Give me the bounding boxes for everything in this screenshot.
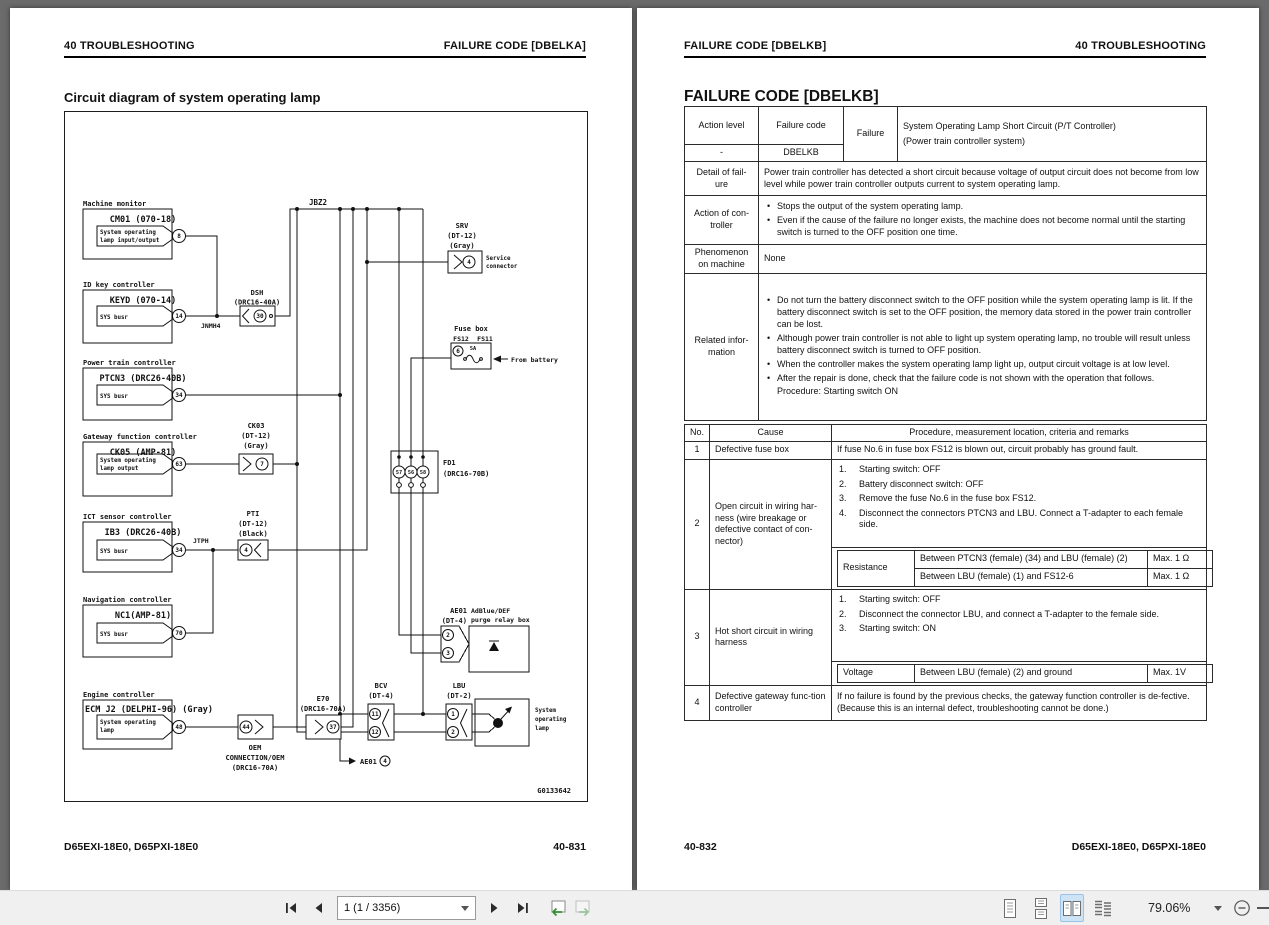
pin-number: 37 [329,724,337,732]
measurement-location: Between PTCN3 (female) (34) and LBU (female) (2) [915,550,1148,568]
ict-sensor-controller-block [83,513,186,572]
phenomenon-label: Phenomenon on machine [685,245,759,274]
cause-no: 1 [685,441,710,459]
circuit-diagram-svg [65,112,587,801]
fuse-rating: 5A [469,346,477,352]
pin-number: 7 [260,461,264,469]
step-number: 3. [839,623,847,634]
diagram-title: Circuit diagram of system operating lamp [64,90,321,105]
bcv-connector [368,682,394,740]
bullet-item: • When the controller makes the system operating lamp light up, output circuit voltage is at low level. [764,359,1201,371]
from-battery-label: From battery [511,356,558,364]
controller-label: Navigation controller [83,596,172,604]
cause-text: Hot short circuit in wiring harness [710,589,832,685]
step-number: 2. [839,478,847,489]
step-text: Starting switch: OFF [859,594,941,605]
bullet-item: • Stops the output of the system operating lamp. [764,201,1201,213]
failure-code-title: FAILURE CODE [DBELKB] [684,88,879,105]
lamp-label: operating [535,717,567,723]
zoom-out-icon [1233,899,1251,917]
relay-box-label: AdBlue/DEF [471,607,511,615]
connector-type: (DRC16-40A) [233,298,281,307]
step-text: Remove the fuse No.6 in the fuse box FS12. [859,493,1037,504]
procedure-line: Procedure: Starting switch ON [777,386,899,397]
single-page-view-button[interactable] [998,894,1022,922]
related-info-cell [759,273,1207,420]
connector-name: IB3 (DRC26-40B) [104,528,182,538]
pin-number: 1 [451,711,455,719]
criteria-value: Max. 1 Ω [1148,550,1213,568]
page-header [64,40,586,52]
signal-text: SYS busr [100,632,128,638]
controller-label: Gateway function controller [83,433,197,441]
zoom-slider-track[interactable] [1257,907,1269,909]
header-section: 40 TROUBLESHOOTING [64,40,195,52]
related-info-label: Related infor-mation [685,273,759,420]
previous-page-button[interactable] [306,895,330,921]
failure-description [898,107,1207,162]
first-page-button[interactable] [279,895,303,921]
previous-view-button[interactable] [545,895,569,921]
id-key-controller-block [83,281,186,343]
step-text: Starting switch: OFF [859,464,941,475]
fd1-connector [391,451,489,493]
detail-text: Power train controller has detected a short circuit because voltage of output circuit does not become from low level while power train controller outputs current to system operating lamp. [759,162,1207,196]
viewer-toolbar [0,890,1269,925]
controller-label: Power train controller [83,359,176,367]
circuit-diagram [64,111,588,802]
connector-name: AE01 [450,607,467,615]
criteria-value: Max. 1V [1148,664,1213,682]
phenomenon-value: None [759,245,1207,274]
header-section: 40 TROUBLESHOOTING [1075,40,1206,52]
connector-name: NC1(AMP-81) [114,611,172,621]
facing-view-button[interactable] [1060,894,1084,922]
page-navigation [279,891,596,925]
bullet-item: • Even if the cause of the failure no longer exists, the machine does not become normal until the starting switch is turned to the OFF position one time. [764,215,1201,239]
action-level-label: Action level [685,107,759,145]
connector-name: E70 [316,695,330,703]
e70-connector [300,695,346,739]
connector-name: FD1 [443,459,456,467]
controller-label: ID key controller [83,281,155,289]
header-rule [684,56,1206,58]
measurement-cell [832,547,1207,589]
ae01-reference [349,756,390,766]
system-operating-lamp [475,699,567,746]
action-level-value: - [685,145,759,162]
fuse-id: FS12 [453,335,469,343]
last-page-button[interactable] [510,895,534,921]
pin-number: 14 [175,313,183,321]
page-header [684,40,1206,52]
criteria-value: Max. 1 Ω [1148,568,1213,586]
connector-name: DSH [250,289,264,297]
header-topic: FAILURE CODE [DBELKB] [684,40,827,52]
pin-number: 56 [407,470,415,476]
step-number: 1. [839,594,847,605]
machine-monitor-block [83,200,186,259]
next-view-icon [574,899,594,917]
controller-label: ICT sensor controller [83,513,172,521]
pti-connector [238,510,268,560]
action-of-controller-cell [759,196,1207,245]
connector-type: (DT-4) [441,617,467,625]
measurement-type: Voltage [838,664,915,682]
connector-color: (Black) [238,530,268,538]
reference-name: AE01 [360,758,377,766]
fuse-box-label: Fuse box [454,325,488,333]
pin-number: 30 [256,313,264,321]
pdf-page-left [10,8,632,890]
junction-jnmh4-label: JNMH4 [201,322,221,330]
figure-number: G0133642 [537,787,571,795]
signal-text: System operating [100,230,156,236]
step-text: Battery disconnect switch: OFF [859,478,984,489]
next-page-button[interactable] [483,895,507,921]
pin-number: 4 [244,547,248,555]
pin-number: 44 [242,724,250,732]
bullet-item: • After the repair is done, check that the failure code is not shown with the operation that follows. [764,373,1201,385]
single-page-icon [1002,898,1018,919]
cause-no: 4 [685,685,710,720]
zoom-out-button[interactable] [1233,899,1251,917]
fuse-id: FS11 [477,335,493,343]
pdf-page-right [637,8,1259,890]
signal-text: System operating [100,720,156,726]
pin-number: 63 [175,461,183,469]
step-text: Disconnect the connectors PTCN3 and LBU. Connect a T-adapter to each female side. [859,507,1184,530]
bus-label: JBZ2 [309,198,328,207]
bullet-item: • Although power train controller is not able to light up system operating lamp, no trouble will result unless battery disconnect switch is turned to OFF position. [764,333,1201,357]
step-text: Disconnect the connector LBU, and connect a T-adapter to the female side. [859,608,1160,619]
page-dropdown-caret-icon[interactable] [461,906,469,911]
oem-label: CONNECTION/OEM [225,754,285,762]
connector-name: LBU [452,682,466,690]
connector-type: (DT-4) [368,692,394,700]
pin-number: 6 [456,348,460,356]
pin-number: 48 [175,724,183,732]
controller-label: Machine monitor [83,200,147,208]
pin-number: 34 [175,392,183,400]
pin-number: 58 [419,470,427,476]
header-rule [64,56,586,58]
step-number: 2. [839,608,847,619]
pin-number: 2 [451,729,455,737]
measurement-location: Between LBU (female) (2) and ground [915,664,1148,682]
connector-type: (DT-12) [447,232,477,240]
first-page-icon [284,901,299,915]
pin-number: 57 [395,470,403,476]
col-header-procedure: Procedure, measurement location, criteria and remarks [832,425,1207,442]
next-page-icon [489,901,501,915]
oem-label: OEM [248,744,262,752]
connector-name: CM01 (070-18) [109,215,177,225]
signal-text: lamp [100,728,114,734]
lbu-connector [446,682,472,740]
cause-procedure-table [684,424,1207,721]
previous-view-icon [547,899,567,917]
pin-number: 4 [383,758,387,766]
table-row [685,441,1207,459]
failure-label: Failure [844,107,898,162]
continuous-view-button[interactable] [1029,894,1053,922]
failure-line: (Power train controller system) [903,135,1026,146]
step-number: 4. [839,507,847,518]
pin-number: 70 [175,630,183,638]
junction-jtph-label: JTPH [193,537,209,545]
cause-text: Open circuit in wiring har-ness (wire breakage or defective contact of con-nector) [710,459,832,589]
cause-text: Defective gateway func-tion controller [710,685,832,720]
page-footer [684,841,1206,853]
detail-label: Detail of fail-ure [685,162,759,196]
next-view-button[interactable] [572,895,596,921]
connector-name: CK05 (AMP-81) [109,448,177,458]
connector-color: (Gray) [243,442,269,450]
signal-text: SYS busr [100,315,128,321]
previous-page-icon [312,901,324,915]
connector-color: (Gray) [449,242,475,250]
signal-text: lamp output [100,466,139,472]
view-controls [998,891,1269,925]
connector-name: SRV [455,222,469,230]
zoom-dropdown-caret-icon[interactable] [1214,906,1222,911]
connector-name: KEYD (070-14) [109,296,177,306]
footer-page-number: 40-832 [684,841,717,853]
procedure-text: If fuse No.6 in fuse box FS12 is blown out, circuit probably has ground fault. [832,441,1207,459]
gateway-controller-block [83,433,197,496]
signal-text: SYS busr [100,394,128,400]
signal-text: SYS busr [100,549,128,555]
dsh-connector [234,289,280,326]
srv-connector [447,222,518,273]
facing-view-icon [1063,898,1081,919]
failure-info-table [684,106,1207,421]
procedure-text: If no failure is found by the previous checks, the gateway function controller is de-fective. (Because this is an internal defect, troubleshooting cannot be done.) [832,685,1207,720]
connector-name: CK03 [247,422,265,430]
pin-number: 12 [371,729,379,737]
lamp-label: System [535,708,556,714]
last-page-icon [515,901,530,915]
engine-controller-block [83,691,213,749]
navigation-controller-block [83,596,186,657]
measurement-cell [832,661,1207,685]
failure-line: System Operating Lamp Short Circuit (P/T Controller) [903,120,1116,131]
power-train-controller-block [83,359,187,420]
connector-name: BCV [374,682,388,690]
controller-label: Engine controller [83,691,155,699]
signal-text: System operating [100,458,156,464]
cause-no: 2 [685,459,710,589]
connector-name: ECM J2 (DELPHI-96) (Gray) [85,705,213,715]
footer-model: D65EXI-18E0, D65PXI-18E0 [1071,841,1206,853]
continuous-facing-icon [1094,898,1112,919]
action-of-controller-label: Action of con-troller [685,196,759,245]
relay-box-label: purge relay box [471,616,530,624]
page-number-value: 1 (1 / 3356) [344,902,401,914]
pin-number: 4 [467,259,471,267]
ae01-relay [441,607,530,672]
bullet-item: • Do not turn the battery disconnect switch to the OFF position while the system operating lamp is lit. If the battery disconnect switch is set to the OFF position, the memory data stored in the power train controller can be lost. [764,295,1201,331]
wire-left-runs [186,209,427,727]
connector-name: PTI [246,510,260,518]
col-header-no: No. [685,425,710,442]
table-row [685,459,1207,547]
page-number-input[interactable] [337,896,476,920]
pin-number: 11 [371,711,379,719]
connector-type: (DT-12) [241,432,271,440]
fuse-box [451,325,558,369]
procedure-steps [832,459,1207,547]
zoom-level-value: 79.06% [1148,901,1191,915]
failure-code-label: Failure code [759,107,844,145]
srv-note: Service [486,256,511,262]
footer-page-number: 40-831 [553,841,586,853]
continuous-facing-view-button[interactable] [1091,894,1115,922]
continuous-view-icon [1033,898,1049,919]
ck03-connector [239,422,273,474]
measurement-location: Between LBU (female) (1) and FS12-6 [915,568,1148,586]
step-number: 3. [839,493,847,504]
oem-connection [225,715,284,772]
pin-number: 3 [446,650,450,658]
cause-no: 3 [685,589,710,685]
connector-type: (DRC16-70A) [299,705,347,713]
connector-type: (DT-12) [238,520,268,528]
connector-type: (DT-2) [446,692,472,700]
pin-number: 34 [175,547,183,555]
measurement-type: Resistance [838,550,915,586]
pin-number: 8 [177,233,181,241]
signal-text: lamp input/output [100,238,160,244]
pin-number: 2 [446,632,450,640]
connector-type: (DRC16-70B) [443,470,490,478]
header-topic: FAILURE CODE [DBELKA] [443,40,586,52]
step-number: 1. [839,464,847,475]
cause-text: Defective fuse box [710,441,832,459]
lamp-label: lamp [535,726,549,732]
procedure-steps [832,589,1207,661]
oem-label: (DRC16-70A) [231,764,279,772]
table-row [685,589,1207,661]
connector-name: PTCN3 (DRC26-40B) [99,374,187,384]
step-text: Starting switch: ON [859,623,937,634]
table-row [685,685,1207,720]
page-footer [64,841,586,853]
srv-note: connector [486,264,518,270]
footer-model: D65EXI-18E0, D65PXI-18E0 [64,841,199,853]
failure-code-value: DBELKB [759,145,844,162]
col-header-cause: Cause [710,425,832,442]
